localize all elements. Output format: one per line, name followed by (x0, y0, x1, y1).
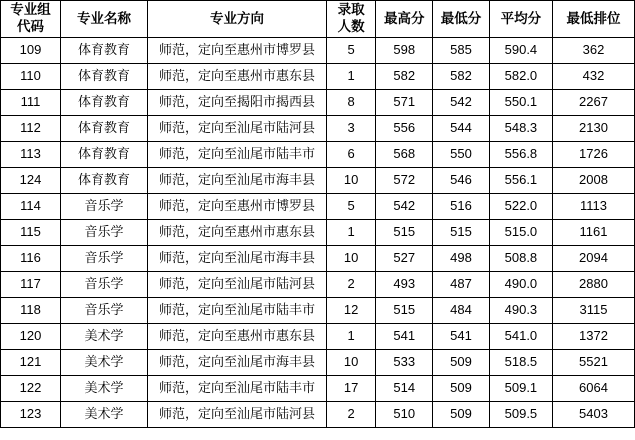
cell-major-direction: 师范，定向至惠州市惠东县 (148, 324, 327, 350)
cell-admitted-count: 10 (326, 246, 375, 272)
cell-avg-score: 550.1 (489, 90, 552, 116)
cell-min-rank: 362 (552, 38, 634, 64)
cell-max-score: 533 (376, 350, 433, 376)
cell-min-rank: 1113 (552, 194, 634, 220)
table-body (1, 38, 635, 428)
cell-avg-score: 556.8 (489, 142, 552, 168)
cell-major-name: 体育教育 (60, 168, 147, 194)
cell-major-name: 美术学 (60, 324, 147, 350)
cell-admitted-count: 10 (326, 168, 375, 194)
table-header (1, 1, 635, 38)
cell-max-score: 556 (376, 116, 433, 142)
table-row (1, 194, 635, 220)
table-row (1, 298, 635, 324)
cell-group-code: 117 (1, 272, 61, 298)
cell-major-name: 音乐学 (60, 246, 147, 272)
cell-admitted-count: 3 (326, 116, 375, 142)
column-header-major-name: 专业名称 (60, 1, 147, 38)
cell-admitted-count: 10 (326, 350, 375, 376)
cell-avg-score: 518.5 (489, 350, 552, 376)
table-row (1, 38, 635, 64)
cell-min-rank: 2130 (552, 116, 634, 142)
cell-min-rank: 1161 (552, 220, 634, 246)
cell-major-direction: 师范，定向至汕尾市海丰县 (148, 246, 327, 272)
cell-min-rank: 432 (552, 64, 634, 90)
cell-group-code: 111 (1, 90, 61, 116)
cell-avg-score: 548.3 (489, 116, 552, 142)
cell-admitted-count: 8 (326, 90, 375, 116)
cell-avg-score: 582.0 (489, 64, 552, 90)
cell-major-direction: 师范，定向至汕尾市陆丰市 (148, 376, 327, 402)
cell-max-score: 572 (376, 168, 433, 194)
cell-major-name: 音乐学 (60, 194, 147, 220)
table-row (1, 64, 635, 90)
cell-major-name: 体育教育 (60, 90, 147, 116)
cell-avg-score: 490.0 (489, 272, 552, 298)
cell-major-name: 美术学 (60, 350, 147, 376)
cell-major-name: 体育教育 (60, 64, 147, 90)
cell-major-direction: 师范，定向至惠州市博罗县 (148, 38, 327, 64)
column-header-group-code-line2: 代码 (16, 19, 44, 34)
cell-min-rank: 5521 (552, 350, 634, 376)
cell-major-name: 美术学 (60, 376, 147, 402)
cell-min-score: 516 (433, 194, 490, 220)
cell-min-score: 509 (433, 376, 490, 402)
cell-major-name: 美术学 (60, 402, 147, 428)
cell-min-score: 582 (433, 64, 490, 90)
cell-min-rank: 1372 (552, 324, 634, 350)
cell-group-code: 112 (1, 116, 61, 142)
cell-avg-score: 522.0 (489, 194, 552, 220)
cell-major-direction: 师范，定向至惠州市惠东县 (148, 64, 327, 90)
cell-min-rank: 2267 (552, 90, 634, 116)
cell-major-direction: 师范，定向至汕尾市海丰县 (148, 350, 327, 376)
cell-max-score: 571 (376, 90, 433, 116)
column-header-avg-score: 平均分 (489, 1, 552, 38)
cell-min-score: 509 (433, 350, 490, 376)
cell-major-direction: 师范，定向至惠州市惠东县 (148, 220, 327, 246)
cell-major-direction: 师范，定向至汕尾市海丰县 (148, 168, 327, 194)
cell-major-direction: 师范，定向至汕尾市陆河县 (148, 116, 327, 142)
cell-major-name: 音乐学 (60, 272, 147, 298)
cell-min-score: 498 (433, 246, 490, 272)
cell-max-score: 582 (376, 64, 433, 90)
table-row (1, 90, 635, 116)
cell-group-code: 114 (1, 194, 61, 220)
cell-admitted-count: 1 (326, 324, 375, 350)
column-header-admitted-count (326, 1, 375, 38)
cell-major-name: 音乐学 (60, 298, 147, 324)
cell-admitted-count: 2 (326, 272, 375, 298)
cell-admitted-count: 5 (326, 194, 375, 220)
cell-max-score: 493 (376, 272, 433, 298)
column-header-major-direction: 专业方向 (148, 1, 327, 38)
cell-group-code: 110 (1, 64, 61, 90)
cell-min-score: 550 (433, 142, 490, 168)
cell-group-code: 115 (1, 220, 61, 246)
cell-max-score: 541 (376, 324, 433, 350)
cell-min-score: 542 (433, 90, 490, 116)
cell-avg-score: 515.0 (489, 220, 552, 246)
cell-group-code: 122 (1, 376, 61, 402)
cell-min-rank: 1726 (552, 142, 634, 168)
cell-avg-score: 541.0 (489, 324, 552, 350)
cell-max-score: 515 (376, 220, 433, 246)
cell-group-code: 118 (1, 298, 61, 324)
cell-admitted-count: 17 (326, 376, 375, 402)
cell-group-code: 121 (1, 350, 61, 376)
table-row (1, 116, 635, 142)
table-row (1, 402, 635, 428)
cell-group-code: 116 (1, 246, 61, 272)
cell-admitted-count: 6 (326, 142, 375, 168)
header-row (1, 1, 635, 38)
cell-major-direction: 师范，定向至汕尾市陆丰市 (148, 298, 327, 324)
cell-min-rank: 6064 (552, 376, 634, 402)
cell-max-score: 598 (376, 38, 433, 64)
cell-admitted-count: 12 (326, 298, 375, 324)
cell-admitted-count: 2 (326, 402, 375, 428)
cell-min-rank: 5403 (552, 402, 634, 428)
cell-group-code: 123 (1, 402, 61, 428)
column-header-max-score: 最高分 (376, 1, 433, 38)
column-header-admitted-count-line2: 人数 (337, 19, 365, 34)
cell-group-code: 120 (1, 324, 61, 350)
cell-avg-score: 590.4 (489, 38, 552, 64)
cell-min-score: 546 (433, 168, 490, 194)
column-header-admitted-count-line1: 录取 (337, 2, 365, 18)
cell-max-score: 568 (376, 142, 433, 168)
cell-min-rank: 3115 (552, 298, 634, 324)
cell-min-score: 544 (433, 116, 490, 142)
cell-min-rank: 2094 (552, 246, 634, 272)
cell-avg-score: 556.1 (489, 168, 552, 194)
cell-max-score: 514 (376, 376, 433, 402)
column-header-group-code-line1: 专业组 (10, 2, 51, 18)
cell-avg-score: 509.1 (489, 376, 552, 402)
cell-min-rank: 2008 (552, 168, 634, 194)
cell-major-name: 体育教育 (60, 142, 147, 168)
cell-admitted-count: 1 (326, 64, 375, 90)
cell-admitted-count: 5 (326, 38, 375, 64)
cell-major-direction: 师范，定向至惠州市博罗县 (148, 194, 327, 220)
cell-min-score: 487 (433, 272, 490, 298)
table-row (1, 350, 635, 376)
cell-major-direction: 师范，定向至汕尾市陆河县 (148, 402, 327, 428)
cell-min-rank: 2880 (552, 272, 634, 298)
table-row (1, 376, 635, 402)
cell-admitted-count: 1 (326, 220, 375, 246)
cell-min-score: 515 (433, 220, 490, 246)
column-header-min-rank: 最低排位 (552, 1, 634, 38)
cell-avg-score: 490.3 (489, 298, 552, 324)
cell-max-score: 527 (376, 246, 433, 272)
table-row (1, 272, 635, 298)
cell-group-code: 113 (1, 142, 61, 168)
cell-major-name: 体育教育 (60, 116, 147, 142)
table-row (1, 324, 635, 350)
cell-major-direction: 师范，定向至揭阳市揭西县 (148, 90, 327, 116)
cell-major-direction: 师范，定向至汕尾市陆丰市 (148, 142, 327, 168)
cell-min-score: 509 (433, 402, 490, 428)
cell-major-direction: 师范，定向至汕尾市陆河县 (148, 272, 327, 298)
cell-min-score: 484 (433, 298, 490, 324)
cell-max-score: 542 (376, 194, 433, 220)
cell-max-score: 510 (376, 402, 433, 428)
table-row (1, 246, 635, 272)
table-row (1, 142, 635, 168)
cell-min-score: 541 (433, 324, 490, 350)
cell-major-name: 体育教育 (60, 38, 147, 64)
cell-max-score: 515 (376, 298, 433, 324)
cell-avg-score: 508.8 (489, 246, 552, 272)
cell-major-name: 音乐学 (60, 220, 147, 246)
column-header-group-code (1, 1, 61, 38)
cell-avg-score: 509.5 (489, 402, 552, 428)
cell-group-code: 124 (1, 168, 61, 194)
cell-min-score: 585 (433, 38, 490, 64)
column-header-min-score: 最低分 (433, 1, 490, 38)
table-row (1, 220, 635, 246)
table-row (1, 168, 635, 194)
cell-group-code: 109 (1, 38, 61, 64)
